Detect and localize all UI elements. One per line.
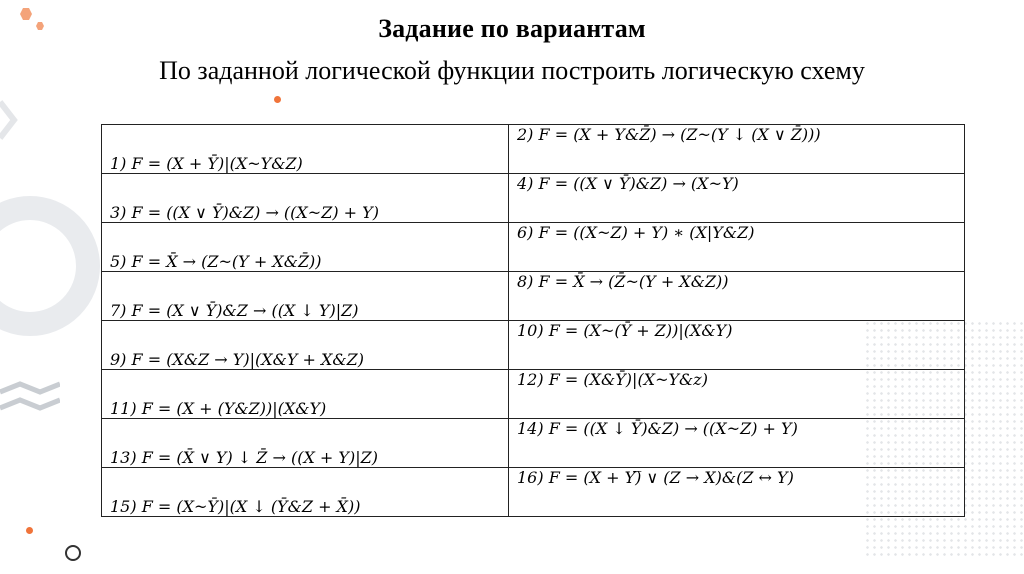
task-cell: 9) F = (X&Z → Y)|(X&Y + X&Z) bbox=[102, 321, 509, 370]
table-row bbox=[102, 419, 965, 468]
task-cell: 5) F = X̄ → (Z~(Y + X&Z̄)) bbox=[102, 223, 509, 272]
task-cell: 2) F = (X + Y&Z̄) → (Z~(Y ↓ (X ∨ Z̄))) bbox=[509, 125, 965, 174]
task-cell: 10) F = (X~(Ȳ + Z))|(X&Y) bbox=[509, 321, 965, 370]
table-row bbox=[102, 321, 965, 370]
task-cell: 16) F = (X + Y)̅ ∨ (Z → X)&(Z ↔ Y) bbox=[509, 468, 965, 517]
table-row bbox=[102, 223, 965, 272]
task-cell: 12) F = (X&Ȳ)|(X~Y&z) bbox=[509, 370, 965, 419]
decor-dot bbox=[274, 96, 281, 103]
task-cell: 6) F = ((X~Z) + Y) ∗ (X|Y&Z) bbox=[509, 223, 965, 272]
task-cell: 15) F = (X~Ȳ)|(X ↓ (Ȳ&Z + X̄)) bbox=[102, 468, 509, 517]
decor-chevron-left bbox=[0, 100, 18, 140]
task-cell: 1) F = (X + Ȳ)|(X~Y&Z) bbox=[102, 125, 509, 174]
table-row bbox=[102, 370, 965, 419]
decor-chevrons bbox=[0, 380, 60, 430]
page-title: Задание по вариантам bbox=[378, 14, 646, 43]
task-cell: 7) F = (X ∨ Ȳ)&Z → ((X ↓ Y)|Z) bbox=[102, 272, 509, 321]
table-row bbox=[102, 272, 965, 321]
task-table bbox=[101, 124, 965, 517]
circle-icon bbox=[65, 545, 81, 561]
task-cell: 8) F = X̄ → (Z̄~(Y + X&Z)) bbox=[509, 272, 965, 321]
task-cell: 14) F = ((X ↓ Ȳ)&Z) → ((X~Z) + Y) bbox=[509, 419, 965, 468]
task-cell: 13) F = (X̄ ∨ Y) ↓ Z̄ → ((X + Y)|Z) bbox=[102, 419, 509, 468]
table-row bbox=[102, 468, 965, 517]
task-cell: 11) F = (X + (Y&Z))|(X&Y) bbox=[102, 370, 509, 419]
task-cell: 4) F = ((X ∨ Ȳ)&Z) → (X~Y) bbox=[509, 174, 965, 223]
page-subtitle: По заданной логической функции построить логическую схему bbox=[159, 56, 865, 85]
table-row bbox=[102, 125, 965, 174]
decor-dot bbox=[26, 527, 33, 534]
task-cell: 3) F = ((X ∨ Ȳ)&Z) → ((X~Z) + Y) bbox=[102, 174, 509, 223]
table-row bbox=[102, 174, 965, 223]
decor-ring bbox=[0, 196, 100, 336]
